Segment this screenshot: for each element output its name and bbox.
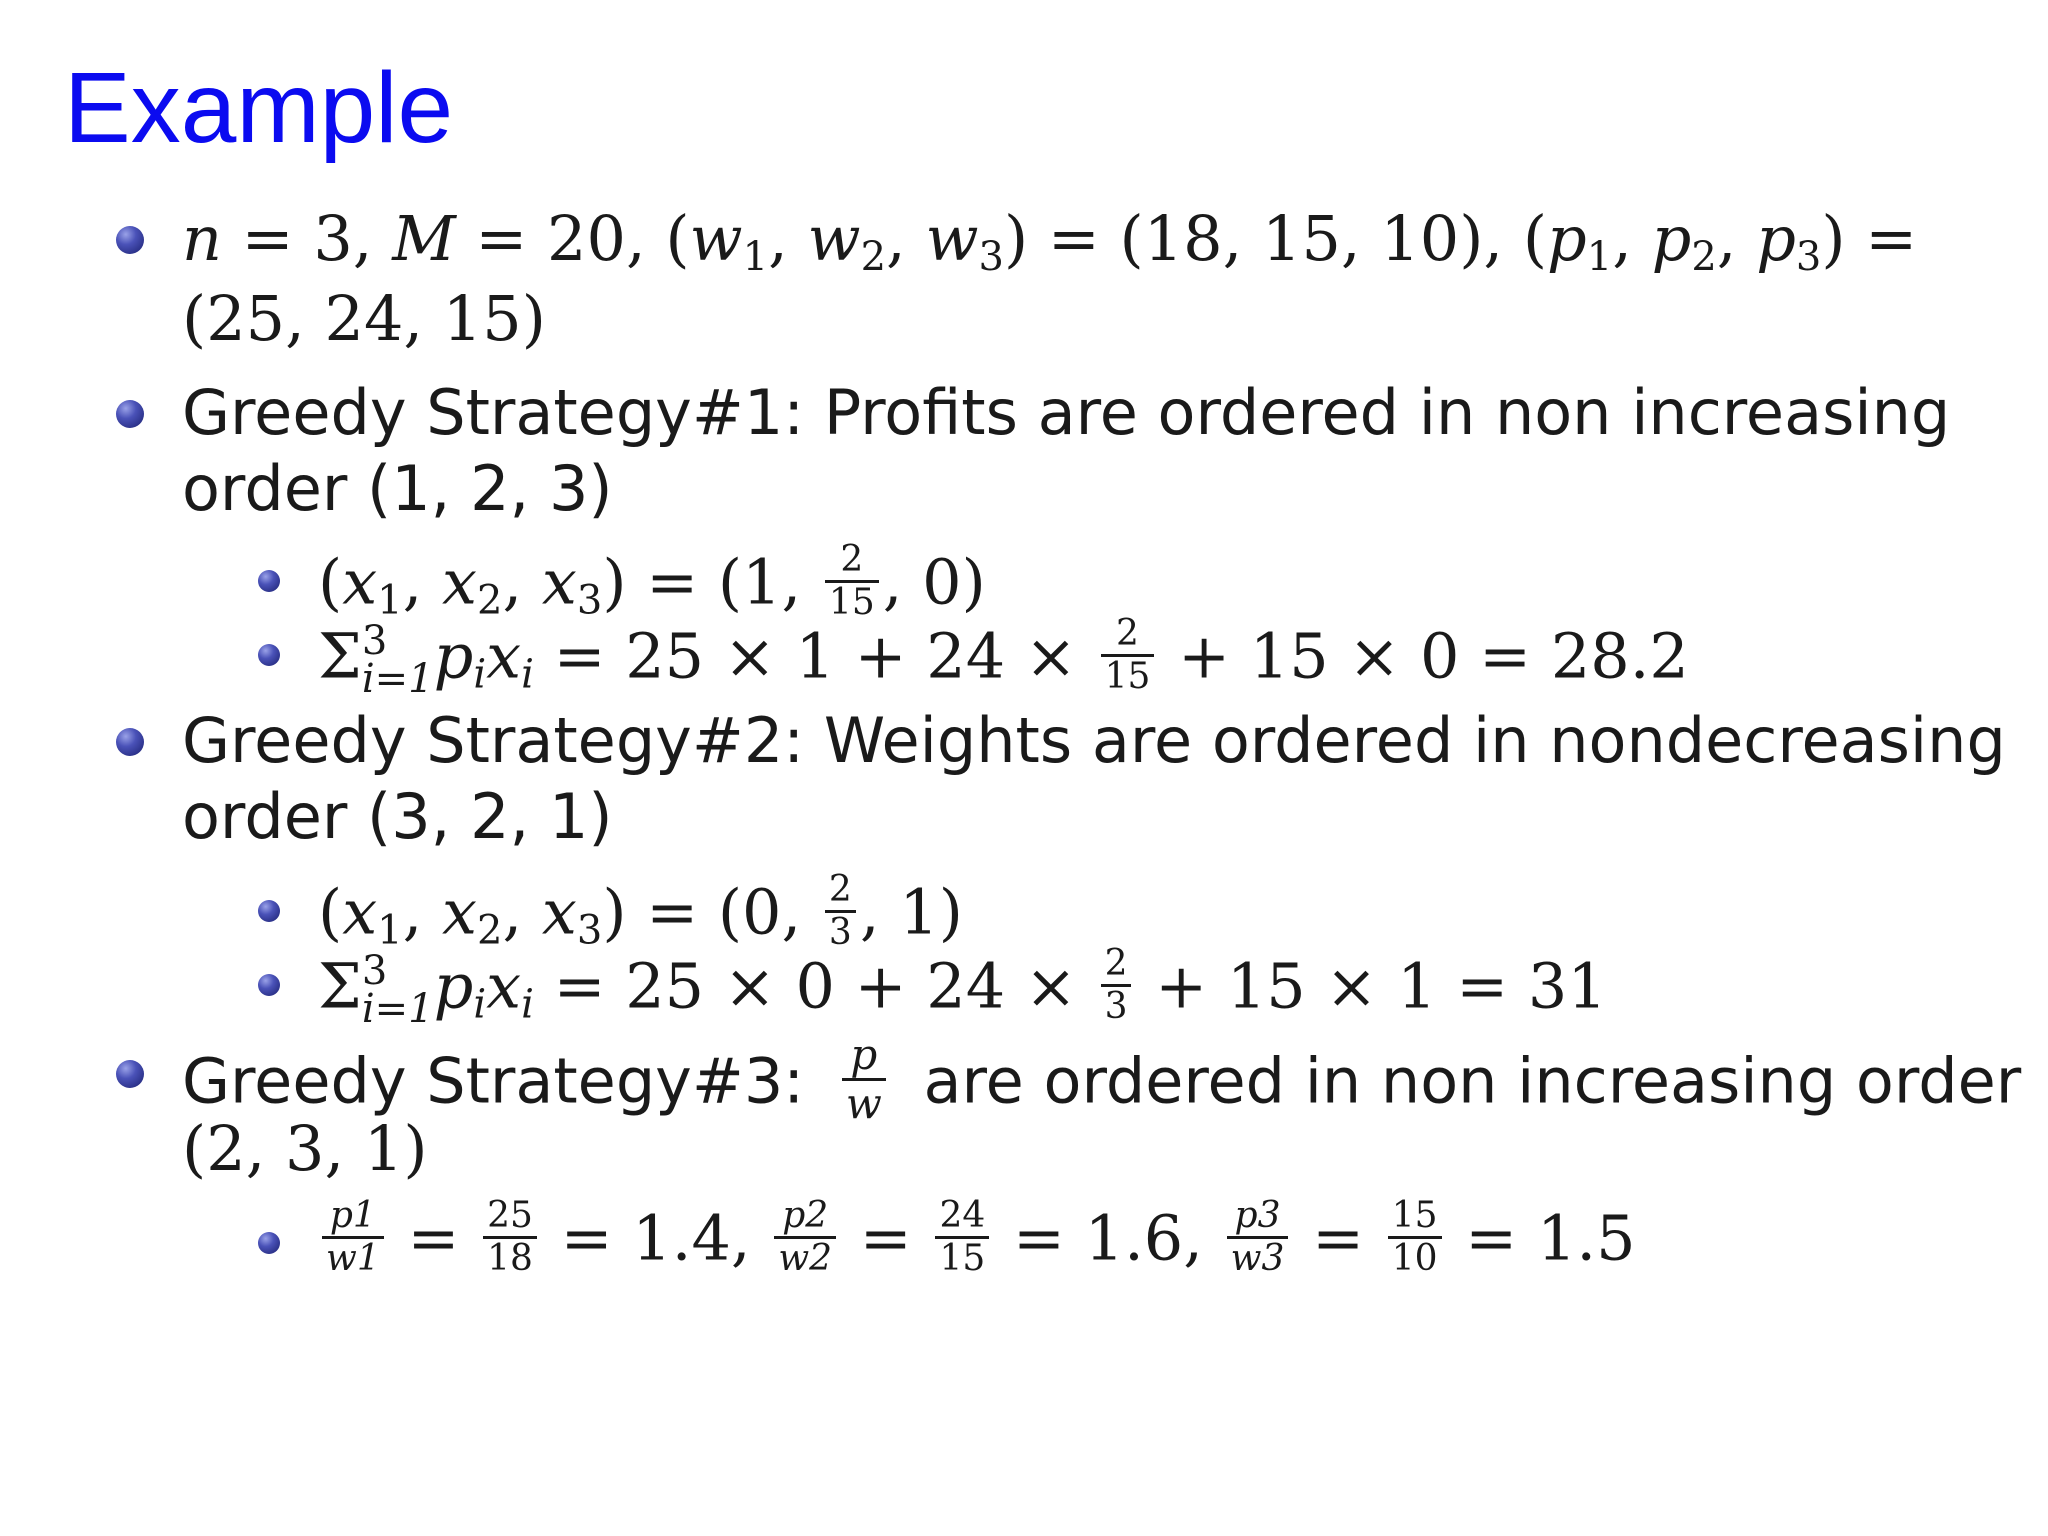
sub-bullet-marker — [258, 974, 280, 996]
bullet-3-line-1: Greedy Strategy#2: Weights are ordered in nondecreasing — [182, 704, 2006, 777]
fraction: $\frac{15}{10}$ — [1388, 1198, 1442, 1277]
bullet-2-sub-1: (x1, x2, x3) = (1, $\frac{2}{15}$ , 0) — [318, 539, 986, 624]
bullet-marker — [116, 400, 144, 428]
fraction-p-over-w: $\frac{p}{w}$ — [842, 1034, 886, 1125]
fraction: $\frac{p3}{w3}$ — [1227, 1198, 1289, 1277]
fraction: $\frac{2}{3}$ — [825, 872, 856, 951]
bullet-1-line-2: (25, 24, 15) — [182, 282, 546, 355]
bullet-1-line-1: n = 3, M = 20, (w1, w2, w3) = (18, 15, 10), (p1, p2, p3) = — [182, 202, 1918, 280]
fraction: $\frac{p2}{w2}$ — [774, 1198, 836, 1277]
bullet-3-line-2: order (3, 2, 1) — [182, 780, 613, 853]
bullet-3-sub-1: (x1, x2, x3) = (0, $\frac{2}{3}$ , 1) — [318, 869, 963, 954]
bullet-2-sub-2: Σ 3 i=1pixi = 25 × 1 + 24 × $\frac{2}{15}$ + 15 × 0 = 28.2 — [318, 613, 1689, 702]
fraction: $\frac{2}{3}$ — [1101, 946, 1132, 1025]
fraction: $\frac{2}{15}$ — [825, 542, 879, 621]
sub-bullet-marker — [258, 1232, 280, 1254]
fraction: $\frac{2}{15}$ — [1101, 616, 1155, 695]
bullet-4-sub-1: $\frac{p1}{w1}$ = $\frac{25}{18}$ = 1.4, $\frac{p2}{w2}$ = $\frac{24}{15}$ = 1.6, $\frac{p3}{w3}$ = $\frac{15}{10}$ = 1.5 — [318, 1204, 1636, 1283]
sub-bullet-marker — [258, 900, 280, 922]
bullet-3-sub-2: Σ 3 i=1pixi = 25 × 0 + 24 × $\frac{2}{3}$ + 15 × 1 = 31 — [318, 943, 1607, 1032]
sub-bullet-marker — [258, 570, 280, 592]
bullet-marker — [116, 226, 144, 254]
bullet-marker — [116, 728, 144, 756]
sub-bullet-marker — [258, 644, 280, 666]
slide-title: Example — [64, 52, 454, 164]
bullet-4-line-2: (2, 3, 1) — [182, 1112, 428, 1185]
fraction: $\frac{p1}{w1}$ — [322, 1198, 384, 1277]
bullet-2-line-2: order (1, 2, 3) — [182, 452, 613, 525]
fraction: $\frac{24}{15}$ — [935, 1198, 989, 1277]
fraction: $\frac{25}{18}$ — [483, 1198, 537, 1277]
bullet-4-line-1: Greedy Strategy#3: $\frac{p}{w}$ are ordered in non increasing order — [182, 1030, 2022, 1128]
bullet-2-line-1: Greedy Strategy#1: Profits are ordered in non increasing — [182, 376, 1951, 449]
bullet-marker — [116, 1060, 144, 1088]
